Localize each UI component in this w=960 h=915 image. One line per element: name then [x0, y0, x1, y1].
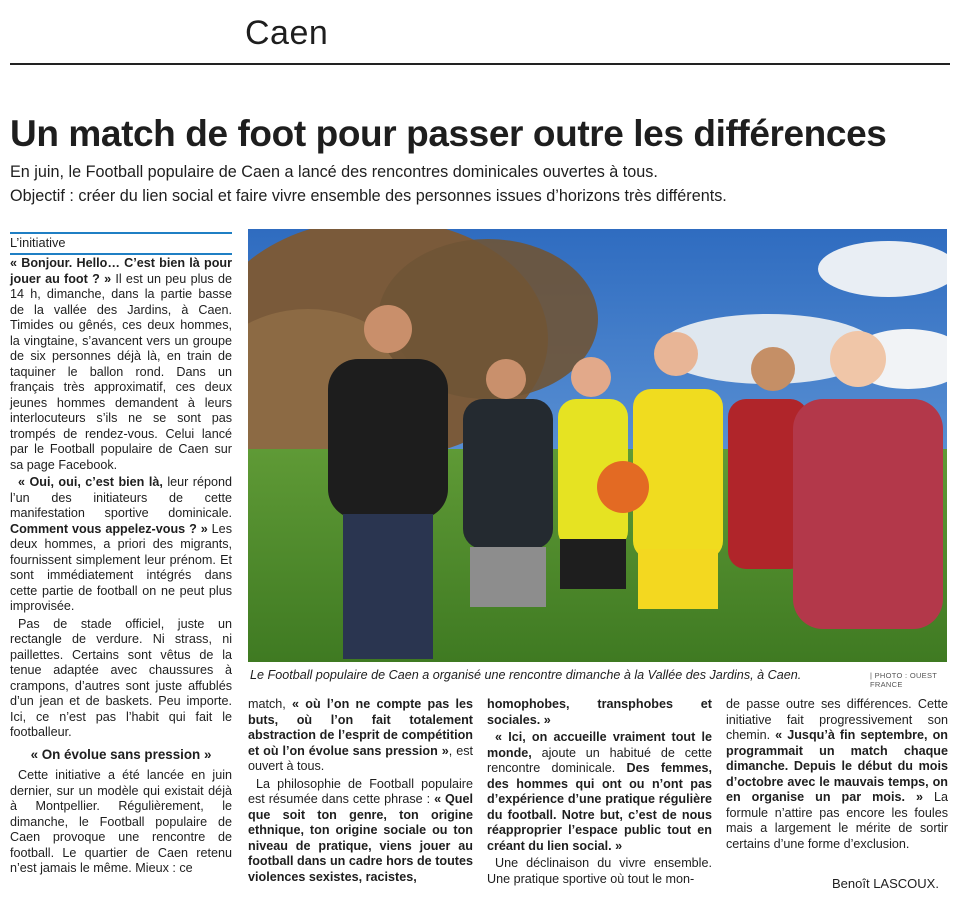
article-column-2: match, « où l’on ne compte pas les buts, où l’on fait totalement abstraction de l’esprit de compétition et où l’on évolue sans pression », est ouvert à tous. La philosophie de Football populaire est résumée dans cette phrase : « Quel que soit ton genre, ton origine ethnique, ton origine sociale ou ton niveau de pratique, viens jouer au football dans un cadre hors de toutes violences sexistes, racistes, — [248, 697, 473, 884]
article-column-4: de passe outre ses différences. Cette initiative fait progressivement son chemin. « Jusqu’à fin septembre, on programmait un match chaque dimanche. Depuis le début du mois d’octobre avec le mauvais temps, on en organise un par mois. » La formule n’attire pas encore les foules mais a largement le mérite de sortir certains d’une forme d’exclusion. — [726, 697, 948, 851]
subhead-line: Objectif : créer du lien social et faire vivre ensemble des personnes issues d’horizons très différents. — [10, 187, 727, 205]
headline: Un match de foot pour passer outre les différences — [10, 113, 887, 154]
subhead — [10, 160, 727, 208]
header-rule — [10, 63, 950, 65]
byline: Benoît LASCOUX. — [832, 876, 939, 891]
kicker: L’initiative — [10, 232, 232, 255]
photo-credit: | PHOTO : OUEST FRANCE — [870, 671, 938, 689]
subhead-line: En juin, le Football populaire de Caen a lancé des rencontres dominicales ouvertes à tous. — [10, 163, 658, 181]
article-column-3: homophobes, transphobes et sociales. » « Ici, on accueille vraiment tout le monde, ajoute un habitué de cette rencontre dominicale. Des femmes, des hommes qui ont ou n’ont pas d’expérience d’une pratique régulière du football. Notre but, c’est de nous réapproprier l’espace public tout en créant du lien social. » Une déclinaison du vivre ensemble. Une pratique sportive où tout le mon- — [487, 697, 712, 886]
intertitle: « On évolue sans pression » — [30, 746, 212, 762]
article-column-1: « Bonjour. Hello… C’est bien là pour jouer au foot ? » Il est un peu plus de 14 h, dimanche, dans la partie basse de la vallée des Jardins, à Caen. Timides ou gênés, ces deux hommes, la vingtaine, s’avancent vers un groupe de six personnes déjà là, en train de taquiner le ballon rond. Dans un français très approximatif, ces deux jeunes hommes demandent à leurs interlocuteurs s’ils ne se sont pas trompés de rendez-vous. Celui lancé par le Football populaire de Caen sur sa page Facebook. « Oui, oui, c’est bien là, leur répond l’un des initiateurs de cette manifestation sportive dominicale. Comment vous appelez-vous ? » Les deux hommes, a priori des migrants, fournissent simplement leur prénom. Et sont immédiatement intégrés dans cette partie de football on ne peut plus improvisée. Pas de stade officiel, juste un rectangle de verdure. Ni strass, ni paillettes. Certains sont vêtus de la tenue adaptée avec chaussures à crampons, d’autres sont juste affublés d’un jean et de baskets. Peu importe. Ici, ce n’est pas l’habit qui fait le footballeur. « On évolue sans pression » Cette initiative a été lancée en juin dernier, sur un modèle qui existait déjà à Montpellier. Régulièrement, le dimanche, le Football populaire de Caen provoque une rencontre de football. Le quartier de Caen retenu n’est jamais le même. Mieux : ce — [10, 256, 233, 875]
section-name: Caen — [245, 14, 329, 52]
team-photo — [248, 229, 947, 662]
photo-caption: Le Football populaire de Caen a organisé une rencontre dimanche à la Vallée des Jardins, à Caen. — [250, 668, 802, 682]
